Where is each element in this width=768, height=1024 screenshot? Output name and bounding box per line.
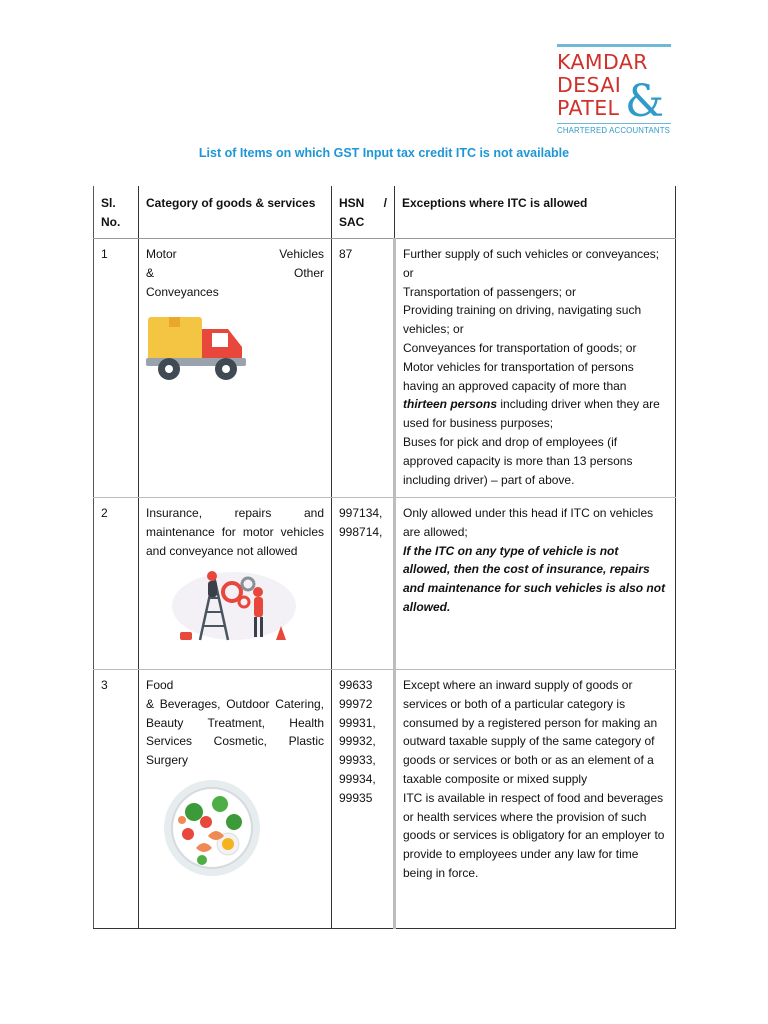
hsn-code: 99972 xyxy=(339,696,373,711)
row-sl-no: 3 xyxy=(94,670,139,929)
table-header-row xyxy=(94,186,676,239)
mechanics-repair-icon xyxy=(170,562,324,650)
logo-line-kamdar: KAMDAR xyxy=(557,50,648,74)
food-plate-icon xyxy=(160,778,324,884)
hsn-code: 99935 xyxy=(339,790,373,805)
row-hsn xyxy=(332,498,395,670)
row-category xyxy=(139,239,332,498)
row-hsn: 87 xyxy=(332,239,395,498)
header-hsn-sac xyxy=(332,186,395,239)
hsn-code: 99931, xyxy=(339,715,376,730)
document-title: List of Items on which GST Input tax credit ITC is not available xyxy=(198,146,570,160)
header-category: Category of goods & services xyxy=(139,186,332,239)
row-exceptions xyxy=(395,670,676,929)
logo-ampersand: & xyxy=(625,76,665,127)
row-sl-no: 2 xyxy=(94,498,139,670)
table-row xyxy=(94,670,676,929)
exception-text: Motor vehicles for transportation of persons having an approved capacity of more than xyxy=(403,359,634,393)
exception-item: Except where an inward supply of goods or services or both of a particular category is consumed by a registered person for making an outward taxable supply of the same category of goods or services or both or as an element of a taxable composite or mixed supply xyxy=(403,678,658,786)
logo-tagline: CHARTERED ACCOUNTANTS xyxy=(557,123,671,135)
firm-logo xyxy=(557,44,673,135)
category-word: Conveyances xyxy=(146,284,219,299)
hsn-code: 99932, xyxy=(339,734,376,749)
hsn-code: 998714, xyxy=(339,524,383,539)
row-exceptions xyxy=(395,239,676,498)
truck-icon xyxy=(146,311,324,391)
category-text: Insurance, repairs and maintenance for motor vehicles and conveyance not allowed xyxy=(146,506,324,558)
header-sac: SAC xyxy=(339,214,365,229)
exception-item: Further supply of such vehicles or conveyances; or xyxy=(403,247,660,280)
row-category xyxy=(139,670,332,929)
exception-item: Providing training on driving, navigating such vehicles; or xyxy=(403,303,642,337)
category-word: Food xyxy=(146,678,174,692)
exception-emphasis: If the ITC on any type of vehicle is not allowed, then the cost of insurance, repairs and maintenance for such vehicles is also not allowed. xyxy=(403,543,666,614)
header-hsn: HSN xyxy=(339,196,365,210)
category-word: Motor Vehicles xyxy=(146,247,324,261)
logo-line-patel: PATEL xyxy=(557,96,620,120)
exception-item: ITC is available in respect of food and beverages or health services where the provision of such goods or services is obligatory for an employer to provide to employees under any law for time being in force. xyxy=(403,790,665,880)
exception-item: Conveyances for transportation of goods; or xyxy=(403,340,637,355)
exception-emphasis: thirteen persons xyxy=(403,397,498,412)
header-slash: / xyxy=(383,196,387,210)
header-sl-no xyxy=(94,186,139,239)
exception-item: Buses for pick and drop of employees (if approved capacity is more than 13 persons including driver) – part of above. xyxy=(403,434,633,487)
logo-top-rule xyxy=(557,44,671,47)
hsn-code: 99933, xyxy=(339,753,376,768)
row-category xyxy=(139,498,332,670)
row-exceptions xyxy=(395,498,676,670)
hsn-code: 99934, xyxy=(339,771,376,786)
table-row xyxy=(94,239,676,498)
hsn-code: 99633 xyxy=(339,678,373,692)
row-hsn xyxy=(332,670,395,929)
header-sl-line1: Sl. xyxy=(101,196,116,210)
category-text: & Beverages, Outdoor Catering, Beauty Treatment, Health Services Cosmetic, Plastic Surgery xyxy=(146,696,324,768)
category-word: & Other xyxy=(146,265,324,280)
header-exceptions: Exceptions where ITC is allowed xyxy=(395,186,676,239)
header-sl-line2: No. xyxy=(101,214,121,229)
exception-item: Transportation of passengers; or xyxy=(403,284,576,299)
logo-line-desai: DESAI xyxy=(557,73,622,97)
table-row xyxy=(94,498,676,670)
exception-item xyxy=(403,358,668,433)
itc-items-table xyxy=(93,186,676,929)
exception-text: including driver when they are used for business purposes; xyxy=(403,397,660,431)
row-sl-no: 1 xyxy=(94,239,139,498)
exception-item: Only allowed under this head if ITC on vehicles are allowed; xyxy=(403,506,654,539)
hsn-code: 997134, xyxy=(339,506,383,520)
